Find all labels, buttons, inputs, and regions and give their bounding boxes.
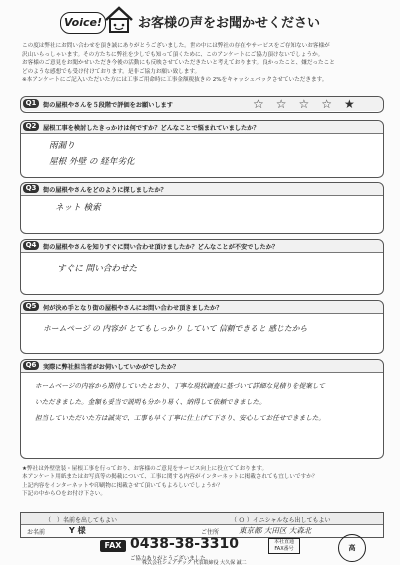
- page-title: お客様の声をお聞かせください: [138, 16, 321, 31]
- header: [60, 4, 360, 38]
- question-text: 街の屋根やさんを知りすぐに問い合わせ頂けましたか？どんなことが不安でしたか？: [43, 244, 279, 251]
- footer-line: 本アンケート用紙またはお写真等の掲載について、工事に関する内容がインターネットに掲載されても宜しいですか？: [22, 474, 318, 481]
- house-icon: [104, 6, 134, 34]
- question-text: 街の屋根やさんをどのように探しましたか？: [43, 187, 167, 194]
- company-name: 株式会社シェアテック 代表取締役 大久保 誠二: [142, 560, 247, 566]
- footer-notes: [22, 465, 382, 499]
- intro-line: どのような感想でも受け付けております。是非ご協力お願い致します。: [22, 68, 201, 75]
- intro-line: お客様のご意見をお聞かせいただき今後の活動にも反映させていただきたいと考えております。良かったこと、嫌だったこと: [22, 60, 335, 67]
- address-field[interactable]: 東京都 大田区 大森北: [239, 526, 312, 535]
- name-label: お名前: [27, 529, 46, 536]
- question-text: 実際に弊社担当者がお伺いしていかがでしたか？: [43, 364, 180, 371]
- handwritten-answer: ホームページの内容から期待していたとおり、丁寧な現状調査に基づいて詳細な見積りを提案して: [35, 382, 325, 390]
- handwritten-answer: 屋根 外壁 の 経年劣化: [49, 157, 135, 167]
- fax-direct-badge: 本社直通 FAX番号: [268, 538, 300, 554]
- question-text: 屋根工事を検討したきっかけは何ですか？どんなことで悩まれていましたか？: [43, 125, 260, 132]
- intro-line: この度は弊社にお問い合わせを頂き誠にありがとうございました。世の中には弊社の存在やサービスをご存知ないお客様が: [22, 43, 330, 49]
- question-4: [20, 239, 384, 295]
- handwritten-answer: いただきました。金額も妥当で説明も分かり易く、納得して依頼できました。: [35, 398, 266, 406]
- company-logo: 高: [338, 534, 366, 562]
- question-5: [20, 300, 384, 354]
- initial-consent-option[interactable]: （ Ｏ ）イニシャルなら出してもよい: [231, 517, 331, 524]
- question-1: [20, 96, 384, 113]
- thanks-text: ご協力ありがとうございました。: [130, 556, 211, 562]
- handwritten-answer: 雨漏り: [49, 141, 75, 151]
- name-field[interactable]: Y 様: [69, 526, 86, 535]
- fax-label: FAX: [100, 540, 126, 552]
- fax-number: 0438-38-3310: [130, 536, 240, 552]
- question-number: Q1: [23, 99, 39, 108]
- handwritten-answer: ホームページ の 内容が とてもしっかり していて 信頼できると 感じたから: [43, 324, 308, 333]
- intro-line: ※本アンケートにご記入いただいた方には工事ご用命時に工事金額税抜きの 2%をキャッシュバックさせていただきます。: [22, 77, 328, 84]
- name-consent-option[interactable]: （ ）名前を出してもよい: [45, 517, 118, 524]
- question-number: Q4: [23, 241, 39, 250]
- intro-line: 沢山いらっしゃいます。その方たちに弊社を少しでも知って頂くために、このアンケートにご協力頂けないでしょうか。: [22, 51, 324, 58]
- handwritten-answer: ネット 検索: [55, 203, 101, 213]
- handwritten-answer: すぐに 問い合わせた: [57, 264, 138, 274]
- address-label: ご住所: [201, 529, 220, 536]
- question-text: 何が決め手となり街の屋根やさんにお問い合わせ頂きましたか？: [43, 305, 223, 312]
- footer-line: 下記の中からＯをお付け下さい。: [22, 491, 106, 498]
- voice-badge: Voice!: [60, 12, 106, 34]
- question-2: [20, 120, 384, 178]
- handwritten-answer: 担当していただいた方は誠実で、工事も早く丁寧に仕上げて下さり、安心してお任せできました。: [35, 414, 325, 422]
- star-rating[interactable]: ☆☆☆☆★: [253, 97, 367, 111]
- question-number: Q5: [23, 302, 39, 311]
- question-text: 街の屋根やさんを５段階で評価をお願いします: [43, 102, 173, 109]
- consent-form: [20, 512, 384, 538]
- footer-line: ★弊社は外壁塗装・屋根工事を行っており、お客様のご意見をサービス向上に役立てております。: [22, 466, 268, 472]
- question-number: Q6: [23, 361, 39, 370]
- question-3: [20, 182, 384, 234]
- intro-text: [22, 42, 382, 85]
- question-number: Q3: [23, 184, 39, 193]
- footer-line: 上記内容をインターネットや印刷物に掲載させて頂いてもよろしいでしょうか？: [22, 482, 223, 489]
- question-6: [20, 359, 384, 459]
- question-number: Q2: [23, 122, 39, 131]
